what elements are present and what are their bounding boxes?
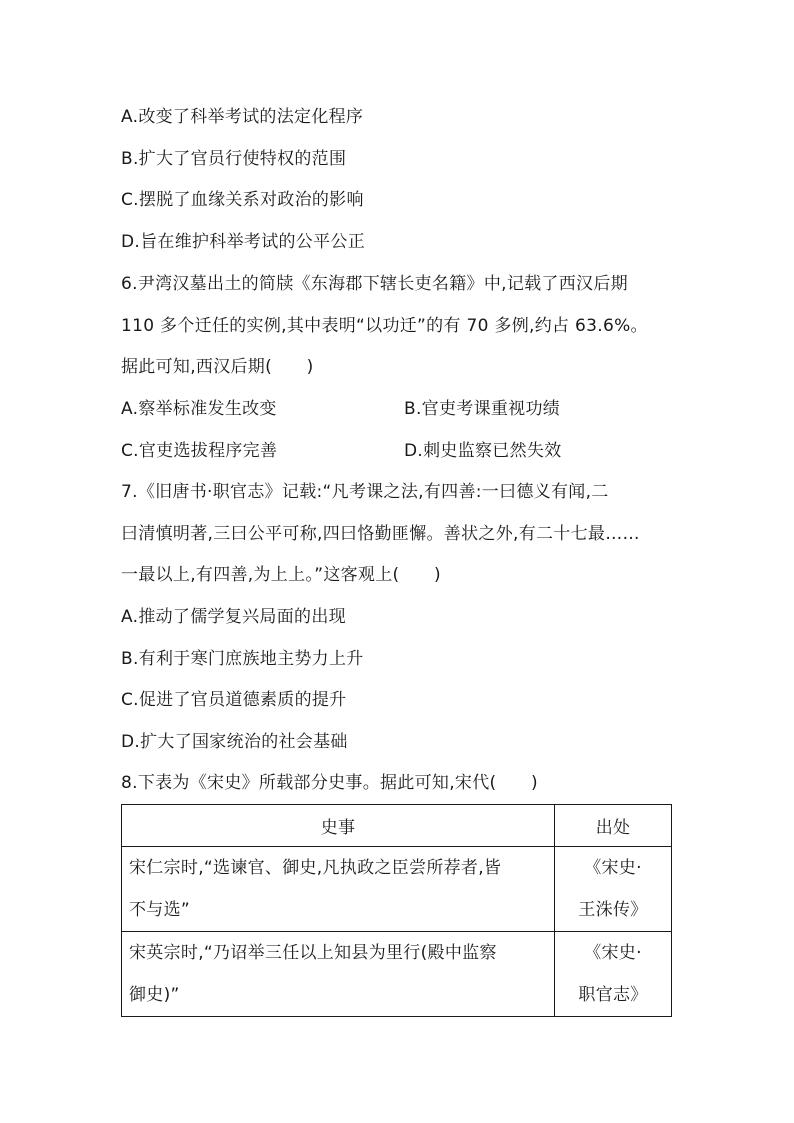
q7-option-c[interactable]: C.促进了官员道德素质的提升 [121,690,347,710]
q5-option-d[interactable]: D.旨在维护科举考试的公平公正 [121,232,365,252]
source-text-line1: 《宋史· [584,858,642,878]
event-text-line2: 不与选” [129,900,191,920]
song-history-table [121,804,672,1017]
q7-stem-line2: 曰清慎明著,三曰公平可称,四曰恪勤匪懈。善状之外,有二十七最…… [121,524,640,544]
q7-stem-line1: 7.《旧唐书·职官志》记载:“凡考课之法,有四善:一曰德义有闻,二 [121,482,609,502]
q5-option-c[interactable]: C.摆脱了血缘关系对政治的影响 [121,190,364,210]
table-header-row [122,805,672,847]
event-text-line1: 宋仁宗时,“选谏官、御史,凡执政之臣尝所荐者,皆 [129,858,502,878]
q8-stem: 8.下表为《宋史》所载部分史事。据此可知,宋代( ) [121,773,538,793]
event-cell [122,847,555,932]
header-source: 出处 [555,805,672,847]
q5-option-a[interactable]: A.改变了科举考试的法定化程序 [121,107,364,127]
source-text-line1: 《宋史· [584,943,642,963]
source-cell [555,847,672,932]
q7-option-d[interactable]: D.扩大了国家统治的社会基础 [121,732,348,752]
event-cell [122,932,555,1017]
source-cell [555,932,672,1017]
q6-option-a[interactable]: A.察举标准发生改变 [121,399,277,419]
header-event: 史事 [122,805,555,847]
q6-option-b[interactable]: B.官吏考课重视功绩 [404,399,561,419]
table-row [122,847,672,932]
source-text-line2: 王洙传》 [578,900,648,920]
q7-option-b[interactable]: B.有利于寒门庶族地主势力上升 [121,649,364,669]
q7-stem-line3: 一最以上,有四善,为上上。”这客观上( ) [121,565,441,585]
table-row [122,932,672,1017]
q6-stem-line3: 据此可知,西汉后期( ) [121,357,314,377]
event-text-line2: 御史)” [129,985,180,1005]
q6-stem-line2: 110 多个迁任的实例,其中表明“以功迁”的有 70 多例,约占 63.6%。 [121,316,648,336]
event-text-line1: 宋英宗时,“乃诏举三任以上知县为里行(殿中监察 [129,943,497,963]
q6-stem-line1: 6.尹湾汉墓出土的简牍《东海郡下辖长吏名籍》中,记载了西汉后期 [121,274,628,294]
source-text-line2: 职官志》 [578,985,648,1005]
q7-option-a[interactable]: A.推动了儒学复兴局面的出现 [121,607,346,627]
q5-option-b[interactable]: B.扩大了官员行使特权的范围 [121,149,347,169]
q6-option-c[interactable]: C.官吏选拔程序完善 [121,441,278,461]
q6-option-d[interactable]: D.刺史监察已然失效 [404,441,562,461]
